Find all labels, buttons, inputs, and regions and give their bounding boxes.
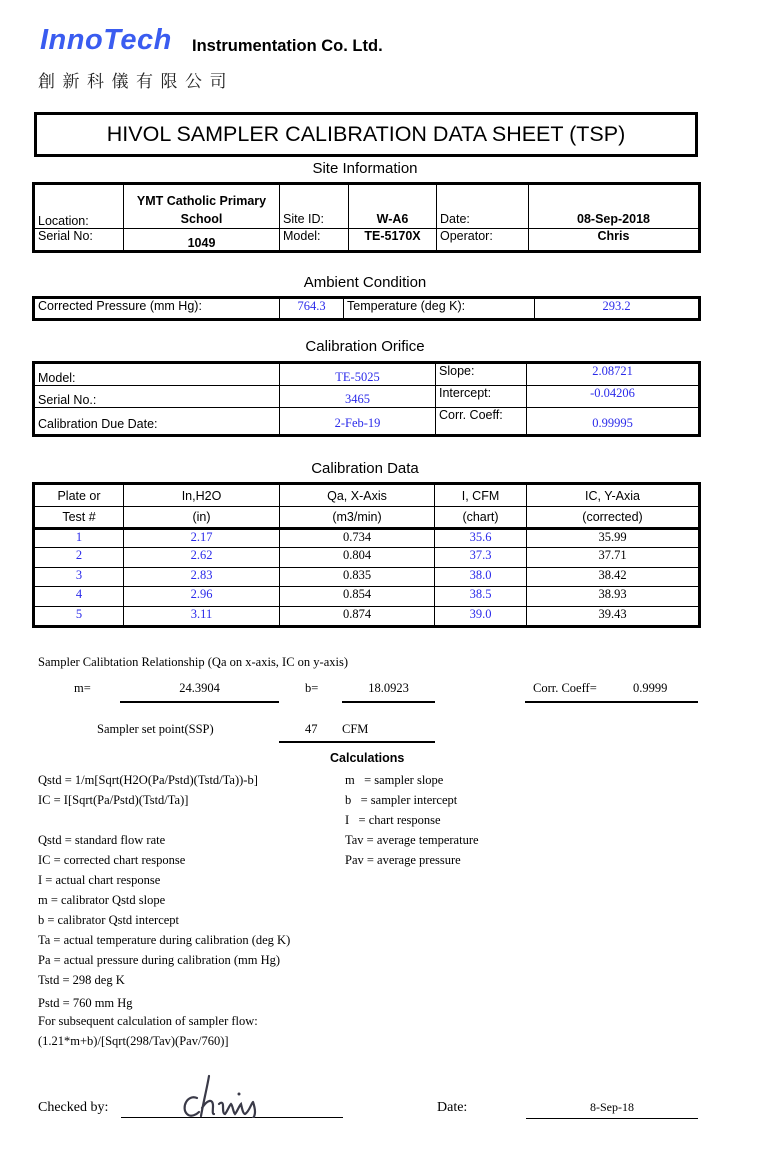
cell-ic: 38.93 [527,587,699,606]
table-row [35,567,699,586]
footer-date-value: 8-Sep-18 [526,1100,698,1119]
blank-line [38,813,358,833]
def-b: b = calibrator Qstd intercept [38,913,180,927]
def-sampler-m: m = sampler slope [345,773,444,787]
def-i: I = actual chart response [38,873,161,887]
location-value-line2: School [180,212,223,226]
cell-qa: 0.734 [280,529,435,548]
orifice-model-label: Model: [35,364,280,386]
cell-ic: 37.71 [527,548,699,567]
model-value: TE-5170X [349,229,437,251]
orifice-model-value: TE-5025 [280,364,436,386]
cell-h2o: 2.62 [124,548,280,567]
calculations-left [38,773,358,1054]
relationship-title: Sampler Calibtation Relationship (Qa on x-axis, IC on y-axis) [38,655,349,669]
m-label: m= [74,681,91,695]
def-m: m = calibrator Qstd slope [38,893,166,907]
date-value: 08-Sep-2018 [529,185,699,229]
cell-i: 38.0 [435,567,527,586]
cell-qa: 0.835 [280,567,435,586]
cell-i: 35.6 [435,529,527,548]
cell-qa: 0.874 [280,606,435,625]
due-date-label: Calibration Due Date: [35,408,280,435]
site-information-title: Site Information [312,160,418,177]
cell-test: 3 [35,567,124,586]
subsequent-calc-label: For subsequent calculation of sampler flow: [38,1014,258,1028]
document-title-text: HIVOL SAMPLER CALIBRATION DATA SHEET (TSP) [106,122,626,146]
company-chinese-name: 創新科儀有限公司 [38,72,234,92]
document-title [34,112,698,157]
orifice-serial-label: Serial No.: [35,386,280,408]
site-information-table [34,184,699,251]
col-header-h2o: In,H2O [124,485,280,507]
col-header-qa: Qa, X-Axis [280,485,435,507]
corr-coeff-label: Corr. Coeff: [436,408,527,435]
orifice-serial-value: 3465 [280,386,436,408]
def-sampler-b: b = sampler intercept [345,793,458,807]
location-value [124,185,280,229]
calculations-title: Calculations [330,751,405,765]
cell-i: 37.3 [435,548,527,567]
cell-h2o: 3.11 [124,606,280,625]
ssp-value: 47 [305,722,318,736]
formula-ic: IC = I[Sqrt(Pa/Pstd)(Tstd/Ta)] [38,793,189,807]
calibration-orifice-table [34,363,699,435]
def-ta: Ta = actual temperature during calibration (deg K) [38,933,291,947]
calibration-orifice-title: Calibration Orifice [305,338,425,355]
calibration-data-title: Calibration Data [311,460,419,477]
def-tstd: Tstd = 298 deg K [38,973,125,987]
col-subheader-i: (chart) [435,507,527,529]
table-row [35,606,699,625]
col-header-ic: IC, Y-Axia [527,485,699,507]
b-value: 18.0923 [342,681,435,703]
cell-test: 4 [35,587,124,606]
cell-test: 2 [35,548,124,567]
pressure-label: Corrected Pressure (mm Hg): [35,299,280,319]
corr-coeff-value: 0.99995 [527,408,699,435]
date-label: Date: [437,185,529,229]
ssp-field [279,722,435,743]
temperature-value: 293.2 [535,299,699,319]
table-row [35,529,699,548]
serial-label: Serial No: [35,229,124,251]
cell-h2o: 2.96 [124,587,280,606]
slope-label: Slope: [436,364,527,386]
calibration-data-table [34,484,699,626]
col-subheader-qa: (m3/min) [280,507,435,529]
def-ic: IC = corrected chart response [38,853,186,867]
def-pav: Pav = average pressure [345,853,461,867]
operator-value: Chris [529,229,699,251]
cell-test: 5 [35,606,124,625]
cell-i: 38.5 [435,587,527,606]
relationship-corr-value: 0.9999 [633,681,668,695]
subsequent-calc-formula: (1.21*m+b)/[Sqrt(298/Tav)(Pav/760)] [38,1034,229,1048]
cell-h2o: 2.83 [124,567,280,586]
cell-test: 1 [35,529,124,548]
table-row [35,587,699,606]
col-subheader-h2o: (in) [124,507,280,529]
header-row-2 [35,507,699,529]
corr-coeff-field [525,681,698,703]
due-date-value: 2-Feb-19 [280,408,436,435]
ambient-condition-table [34,298,699,319]
cell-ic: 39.43 [527,606,699,625]
cell-h2o: 2.17 [124,529,280,548]
col-subheader-ic: (corrected) [527,507,699,529]
signature-image [179,1074,299,1118]
def-pa: Pa = actual pressure during calibration (mm Hg) [38,953,281,967]
operator-label: Operator: [437,229,529,251]
company-name: Instrumentation Co. Ltd. [192,37,383,55]
col-header-i: I, CFM [435,485,527,507]
model-label: Model: [280,229,349,251]
location-value-line1: YMT Catholic Primary [136,194,267,208]
site-id-label: Site ID: [280,185,349,229]
slope-value: 2.08721 [527,364,699,386]
def-qstd: Qstd = standard flow rate [38,833,166,847]
ssp-label: Sampler set point(SSP) [97,722,214,736]
checked-by-label: Checked by: [38,1100,109,1115]
location-label: Location: [35,185,124,229]
col-header-plate: Plate or [35,485,124,507]
cell-ic: 38.42 [527,567,699,586]
def-tav: Tav = average temperature [345,833,479,847]
cell-ic: 35.99 [527,529,699,548]
temperature-label: Temperature (deg K): [344,299,535,319]
def-sampler-i: I = chart response [345,813,441,827]
formula-qstd: Qstd = 1/m[Sqrt(H2O(Pa/Pstd)(Tstd/Ta))-b] [38,773,258,787]
header-row-1 [35,485,699,507]
pressure-value: 764.3 [280,299,344,319]
cell-i: 39.0 [435,606,527,625]
intercept-value: -0.04206 [527,386,699,408]
cell-qa: 0.854 [280,587,435,606]
b-label: b= [305,681,319,695]
def-pstd: Pstd = 760 mm Hg [38,996,133,1010]
ssp-unit: CFM [342,722,369,736]
intercept-label: Intercept: [436,386,527,408]
ambient-condition-title: Ambient Condition [303,274,427,291]
site-id-value: W-A6 [349,185,437,229]
relationship-corr-label: Corr. Coeff= [533,681,597,695]
brand-logo: InnoTech [40,24,172,56]
m-value: 24.3904 [120,681,279,703]
signature-field [121,1076,343,1118]
footer-date-label: Date: [437,1100,468,1115]
serial-value: 1049 [124,229,280,251]
cell-qa: 0.804 [280,548,435,567]
col-subheader-plate: Test # [35,507,124,529]
table-row [35,548,699,567]
calculations-right [345,773,645,873]
